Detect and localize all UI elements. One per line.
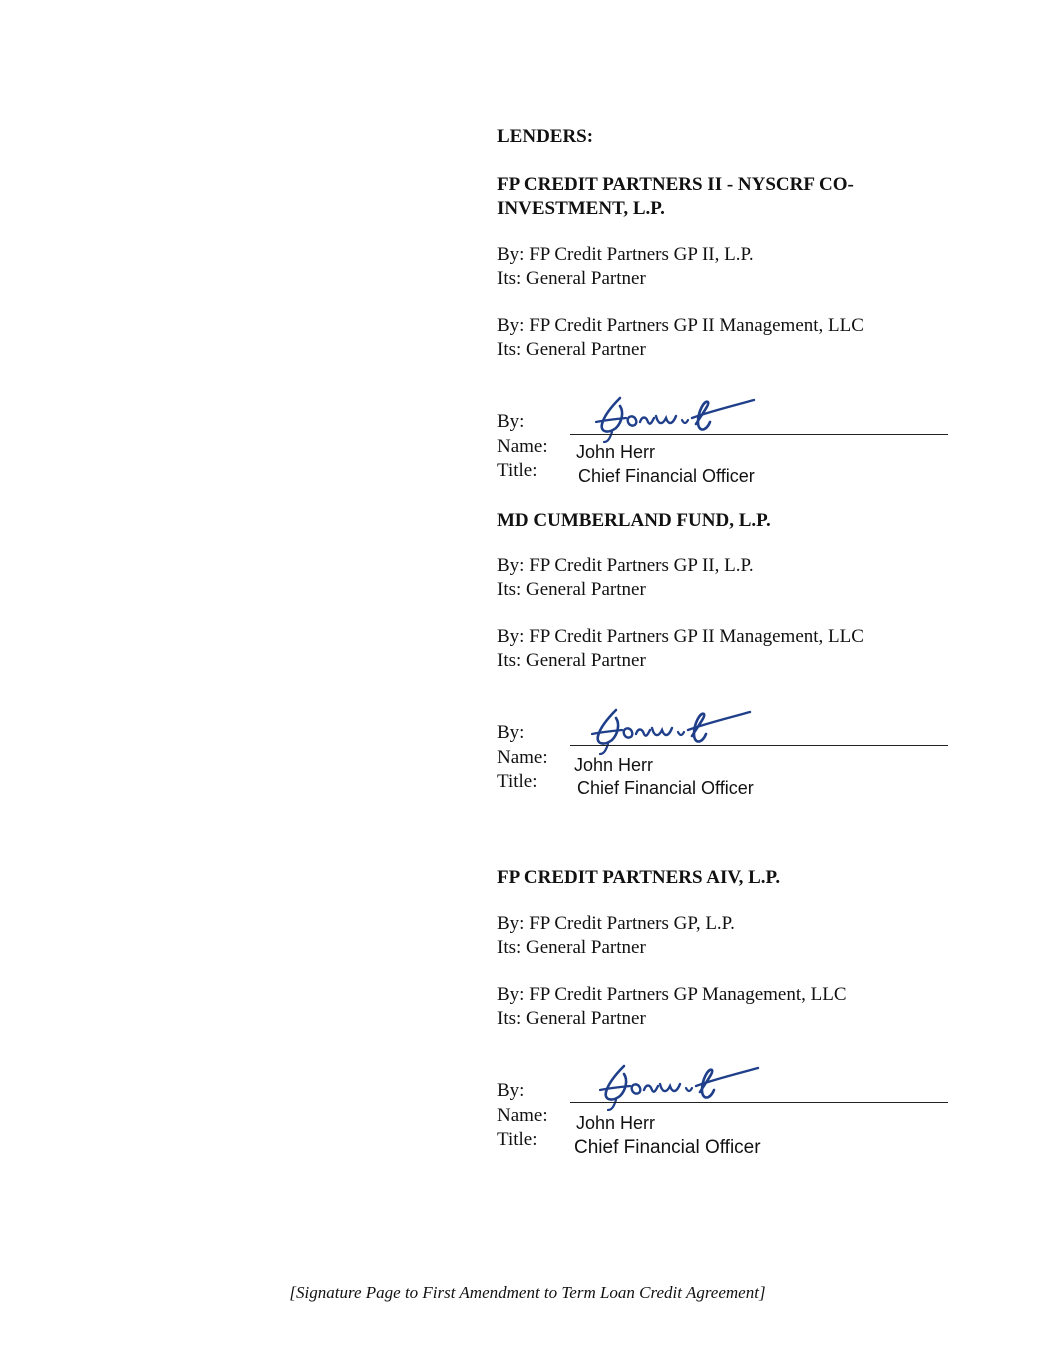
by-general-partner-line: By: FP Credit Partners GP II, L.P. <box>497 555 754 576</box>
by-label: By: <box>497 1080 525 1101</box>
by-general-partner-line: By: FP Credit Partners GP, L.P. <box>497 913 735 934</box>
signature-line <box>570 745 948 746</box>
signer-title: Chief Financial Officer <box>577 778 754 798</box>
handwritten-signature <box>586 704 756 756</box>
by-label: By: <box>497 722 525 743</box>
its-general-partner-line: Its: General Partner <box>497 339 646 360</box>
name-label: Name: <box>497 1105 548 1126</box>
name-label: Name: <box>497 436 548 457</box>
signature-page-footer: [Signature Page to First Amendment to Term Loan Credit Agreement] <box>289 1283 766 1302</box>
title-label: Title: <box>497 460 538 481</box>
by-management-line: By: FP Credit Partners GP Management, LLC <box>497 984 847 1005</box>
its-general-partner-line: Its: General Partner <box>497 650 646 671</box>
title-label: Title: <box>497 771 538 792</box>
lenders-heading: LENDERS: <box>497 126 594 147</box>
by-general-partner-line: By: FP Credit Partners GP II, L.P. <box>497 244 754 265</box>
title-label: Title: <box>497 1129 538 1150</box>
handwritten-signature <box>590 392 760 444</box>
by-management-line: By: FP Credit Partners GP II Management, LLC <box>497 315 864 336</box>
handwritten-signature <box>594 1060 764 1112</box>
its-general-partner-line: Its: General Partner <box>497 937 646 958</box>
signature-line <box>570 434 948 435</box>
entity-name-nyscrf: FP CREDIT PARTNERS II - NYSCRF CO-INVESTMENT, L.P. <box>497 174 854 219</box>
signer-title: Chief Financial Officer <box>574 1137 761 1158</box>
signer-name: John Herr <box>576 1113 656 1133</box>
its-general-partner-line: Its: General Partner <box>497 1008 646 1029</box>
signer-name: John Herr <box>576 442 656 462</box>
entity-name-md-cumberland: MD CUMBERLAND FUND, L.P. <box>497 510 771 531</box>
by-label: By: <box>497 411 525 432</box>
signer-title: Chief Financial Officer <box>578 466 755 486</box>
its-general-partner-line: Its: General Partner <box>497 579 646 600</box>
signature-line <box>570 1102 948 1103</box>
its-general-partner-line: Its: General Partner <box>497 268 646 289</box>
name-label: Name: <box>497 747 548 768</box>
by-management-line: By: FP Credit Partners GP II Management, LLC <box>497 626 864 647</box>
entity-name-aiv: FP CREDIT PARTNERS AIV, L.P. <box>497 867 781 888</box>
signer-name: John Herr <box>574 755 654 775</box>
